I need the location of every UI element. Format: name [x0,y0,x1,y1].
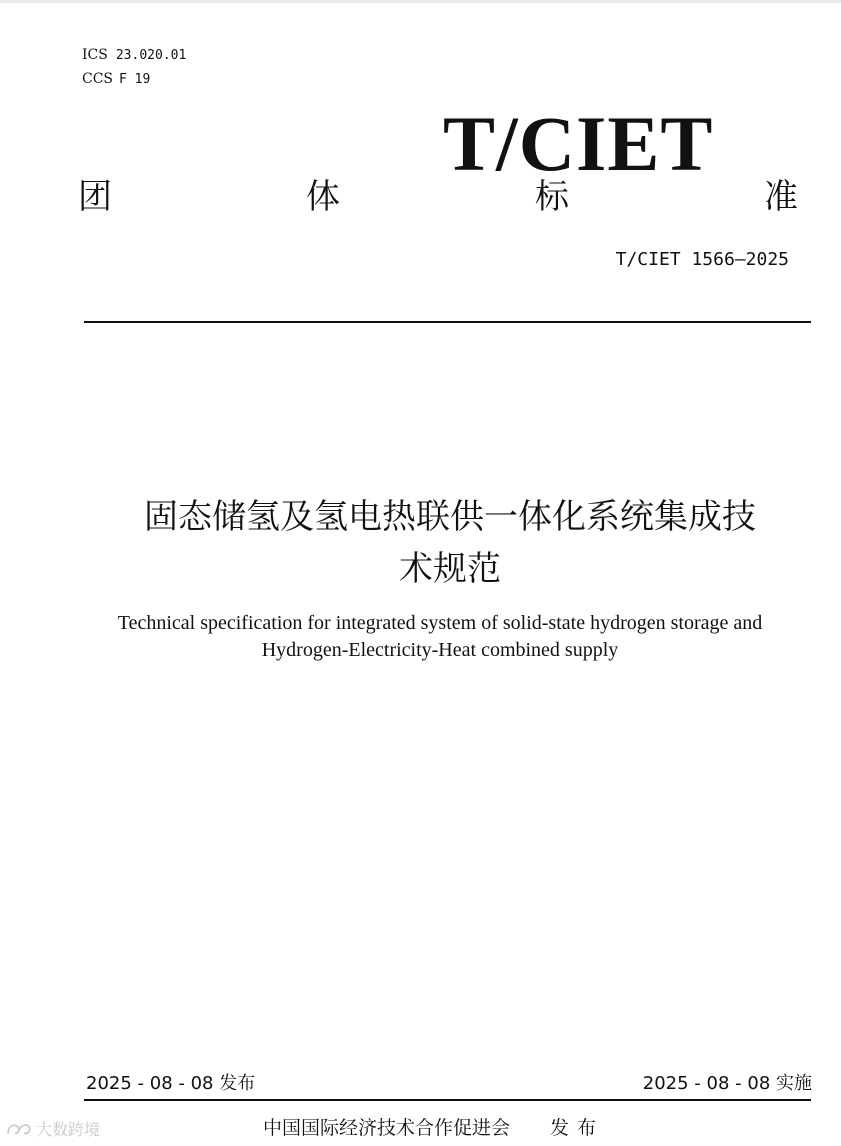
title-en-line-2: Hydrogen-Electricity-Heat combined supply [261,639,619,661]
top-edge-shade [0,0,841,3]
watermark-text: 大数跨境 [36,1120,101,1139]
ccs-label: CCS [82,71,114,87]
publisher-line [263,1115,604,1141]
ics-label: ICS [82,47,108,63]
title-zh-line-2: 术规范 [399,549,501,589]
header-divider [84,321,811,323]
watermark-logo-icon [6,1121,32,1137]
issue-date: 2025 - 08 - 08 发布 [86,1073,256,1094]
publisher-name: 中国国际经济技术合作促进会 [263,1117,511,1139]
ics-line [82,47,186,64]
ccs-code: F 19 [119,72,151,87]
standard-brand-mark: T/CIET [443,100,714,187]
standard-type-char-1: 团 [78,177,112,217]
standard-type-char-4: 准 [764,177,798,217]
publisher-verb: 发布 [550,1117,605,1139]
ics-code: 23.020.01 [115,48,187,63]
title-en-line-1: Technical specification for integrated system of solid-state hydrogen storage and [117,612,763,634]
implement-date: 2025 - 08 - 08 实施 [642,1073,812,1094]
standard-type-char-3: 标 [535,177,569,217]
watermark [6,1120,100,1140]
standard-type-char-2: 体 [306,177,340,217]
title-zh-line-1: 固态储氢及氢电热联供一体化系统集成技 [144,497,756,537]
footer-divider [84,1099,811,1101]
ccs-line [82,71,150,88]
standard-number: T/CIET 1566—2025 [615,249,789,270]
